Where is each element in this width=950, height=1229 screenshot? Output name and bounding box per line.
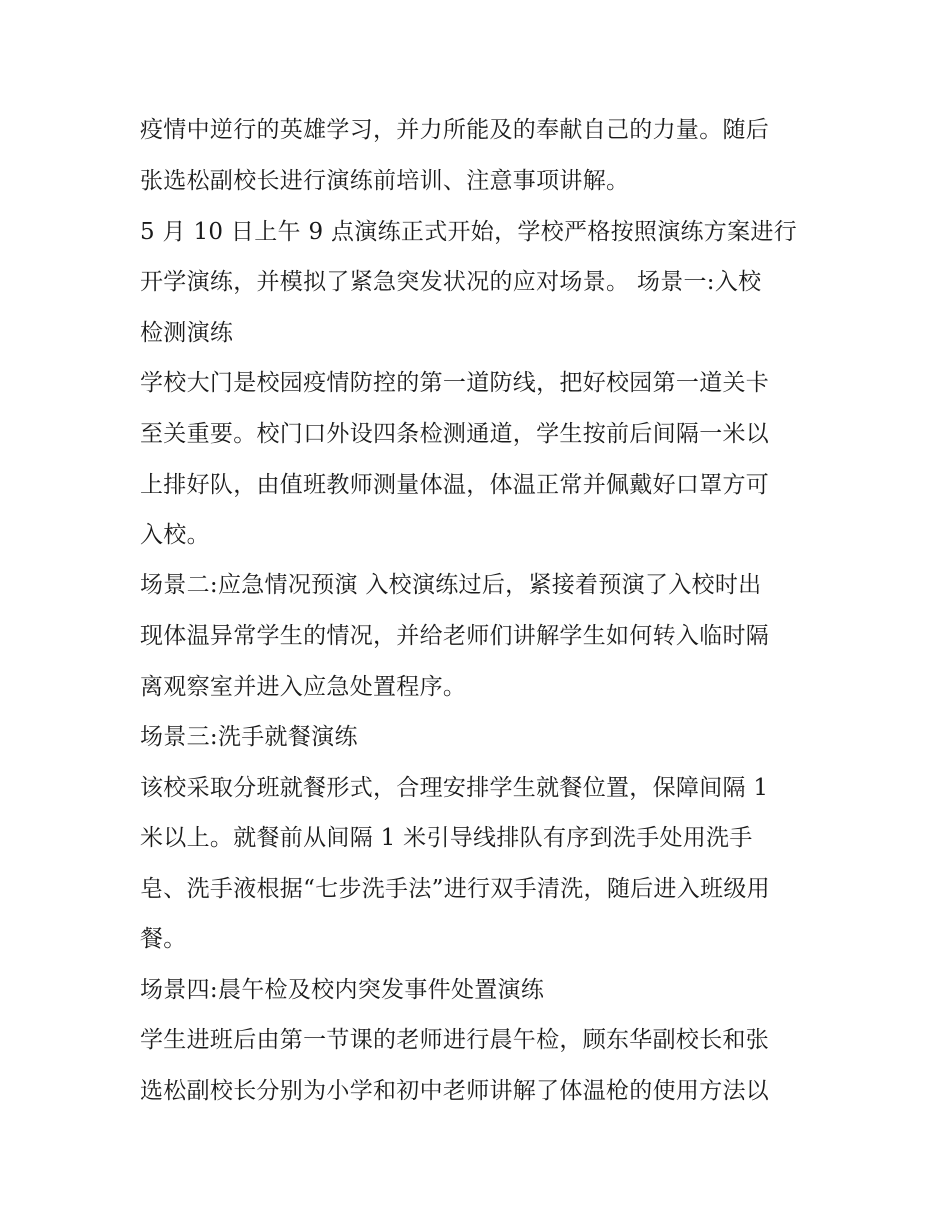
text-line: 场景四:晨午检及校内突发事件处置演练 [140,977,545,1003]
text-line: 离观察室并进入应急处置程序。 [140,674,467,700]
text-line: 场景二:应急情况预演 入校演练过后，紧接着预演了入校时出 [140,572,762,598]
text-line: 皂、洗手液根据“七步洗手法”进行双手清洗，随后进入班级用 [140,876,770,902]
text-line: 餐。 [140,926,187,952]
text-line: 场景三:洗手就餐演练 [140,724,358,750]
text-line: 开学演练，并模拟了紧急突发状况的应对场景。 场景一:入校 [140,269,762,295]
text-line: 学校大门是校园疫情防控的第一道防线，把好校园第一道关卡 [140,370,770,396]
text-line: 上排好队，由值班教师测量体温，体温正常并佩戴好口罩方可 [140,472,770,498]
text-line: 5 月 10 日上午 9 点演练正式开始，学校严格按照演练方案进行 [140,219,797,245]
text-line: 至关重要。校门口外设四条检测通道，学生按前后间隔一米以 [140,421,770,447]
text-line: 疫情中逆行的英雄学习，并力所能及的奉献自己的力量。随后 [140,117,770,143]
text-line: 该校采取分班就餐形式，合理安排学生就餐位置，保障间隔 1 [140,775,769,801]
text-line: 现体温异常学生的情况，并给老师们讲解学生如何转入临时隔 [140,623,770,649]
text-line: 选松副校长分别为小学和初中老师讲解了体温枪的使用方法以 [140,1078,770,1104]
text-line: 入校。 [140,522,210,548]
text-line: 张选松副校长进行演练前培训、注意事项讲解。 [140,168,630,194]
text-line: 米以上。就餐前从间隔 1 米引导线排队有序到洗手处用洗手 [140,825,753,851]
text-line: 学生进班后由第一节课的老师进行晨午检，顾东华副校长和张 [140,1027,770,1053]
text-line: 检测演练 [140,320,234,346]
